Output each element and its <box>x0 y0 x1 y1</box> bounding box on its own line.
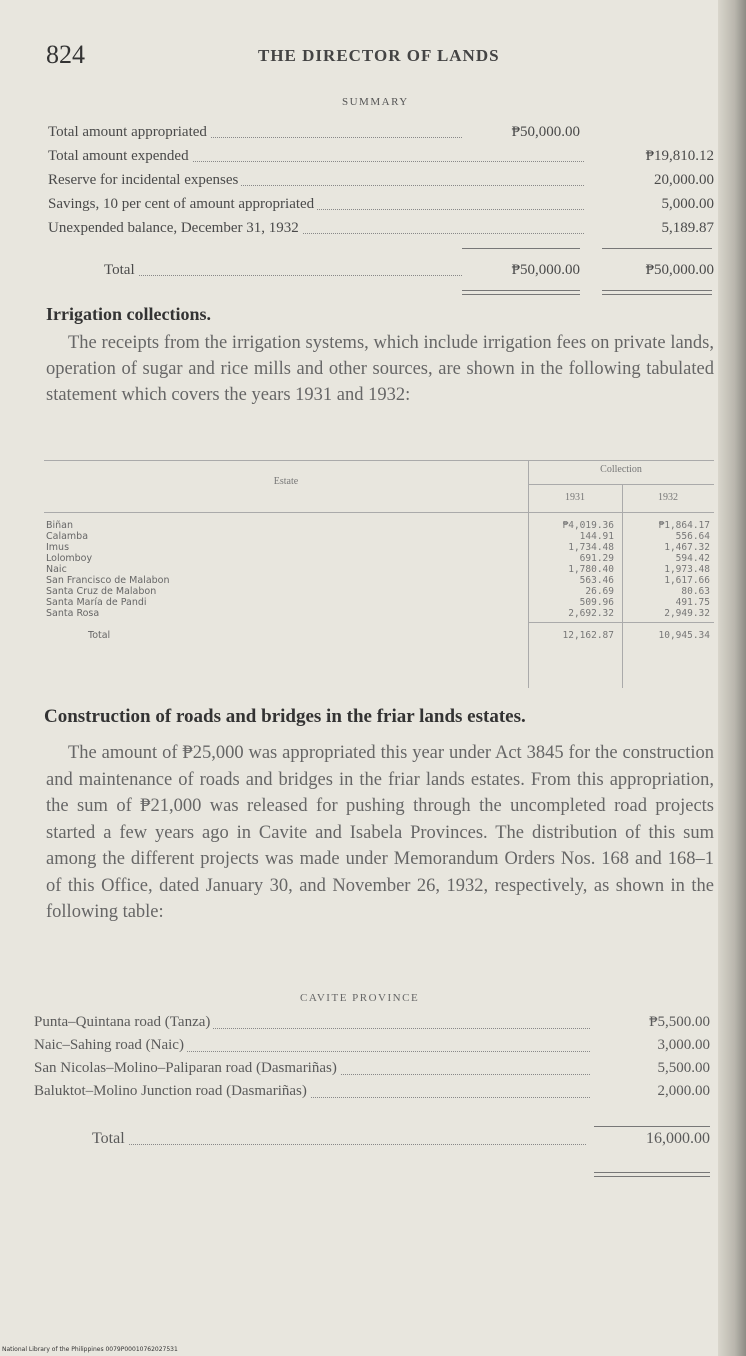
summary-row-col2: ₱19,810.12 <box>645 148 714 164</box>
total-double-rule <box>594 1172 710 1177</box>
summary-row-label: Savings, 10 per cent of amount appropriated <box>48 196 317 213</box>
year-header-1931: 1931 <box>565 492 585 503</box>
road-label: Naic–Sahing road (Naic) <box>34 1037 187 1054</box>
summary-total-col2: ₱50,000.00 <box>645 262 714 278</box>
estate-name: Calamba <box>46 531 89 542</box>
collection-1931: 2,692.32 <box>568 608 614 619</box>
collection-1931: 691.29 <box>579 553 614 564</box>
summary-total-label: Total <box>104 262 138 279</box>
summary-row <box>48 124 714 146</box>
road-label: Punta–Quintana road (Tanza) <box>34 1014 213 1031</box>
collection-1932: 1,467.32 <box>664 542 710 553</box>
summary-row-col2: 20,000.00 <box>654 172 714 188</box>
summary-row-label: Reserve for incidental expenses <box>48 172 241 189</box>
dot-leader <box>92 1144 586 1145</box>
estate-name: Naic <box>46 564 67 575</box>
table-top-rule <box>44 460 714 461</box>
page-edge-shadow <box>718 0 746 1356</box>
road-total-row <box>92 1130 710 1152</box>
collection-1932: 1,617.66 <box>664 575 710 586</box>
collection-1931: 563.46 <box>579 575 614 586</box>
road-label: San Nicolas–Molino–Paliparan road (Dasmariñas) <box>34 1060 340 1077</box>
summary-row-label: Unexpended balance, December 31, 1932 <box>48 220 302 237</box>
table-total-label: Total <box>88 630 111 641</box>
year-header-1932: 1932 <box>658 492 678 503</box>
irrigation-table <box>44 460 714 688</box>
summary-row-col2: 5,000.00 <box>661 196 714 212</box>
collection-1931: 509.96 <box>579 597 614 608</box>
summary-row-label: Total amount expended <box>48 148 192 165</box>
estate-header: Estate <box>273 476 299 487</box>
collection-1932: 594.42 <box>675 553 710 564</box>
summary-row <box>48 196 714 218</box>
page-number: 824 <box>46 40 85 69</box>
running-head: THE DIRECTOR OF LANDS <box>258 46 500 65</box>
subtotal-rule <box>602 248 712 249</box>
collection-1932: 2,949.32 <box>664 608 710 619</box>
road-amount: 3,000.00 <box>657 1037 710 1053</box>
summary-row-col2: 5,189.87 <box>661 220 714 236</box>
estate-name: Biñan <box>46 520 74 531</box>
subtotal-rule <box>462 248 580 249</box>
road-amount: 2,000.00 <box>657 1083 710 1099</box>
total-double-rule <box>462 290 580 295</box>
subtotal-rule <box>528 622 714 623</box>
road-total-label: Total <box>92 1130 128 1148</box>
estate-name: Santa María de Pandi <box>46 597 147 608</box>
collection-1931: ₱4,019.36 <box>562 520 614 531</box>
collection-rule <box>528 484 714 485</box>
road-row <box>34 1014 710 1036</box>
dot-leader <box>104 275 462 276</box>
road-row <box>34 1037 710 1059</box>
construction-heading: Construction of roads and bridges in the friar lands estates. <box>44 706 526 727</box>
collection-1932: 556.64 <box>675 531 710 542</box>
estate-name: Imus <box>46 542 70 553</box>
header-rule <box>44 512 714 513</box>
province-heading: CAVITE PROVINCE <box>300 992 420 1004</box>
estate-name: Santa Rosa <box>46 608 100 619</box>
summary-row <box>48 172 714 194</box>
estate-name: Santa Cruz de Malabon <box>46 586 157 597</box>
summary-total-col1: ₱50,000.00 <box>511 262 580 278</box>
construction-paragraph: The amount of ₱25,000 was appropriated this year under Act 3845 for the construction and maintenance of roads and bridges in the friar lands estates. From this appropriation, the sum of ₱21,000 was released for pushing through the uncompleted road projects started a few years ago in Cavite and Isabela Provinces. The distribution of this sum among the different projects was made under Memorandum Orders Nos. 168 and 168–1 of this Office, dated January 30, and November 26, 1932, respectively, as shown in the following table: <box>46 743 714 922</box>
road-row <box>34 1083 710 1105</box>
estate-name: Lolomboy <box>46 553 93 564</box>
collection-1931: 1,734.48 <box>568 542 614 553</box>
estate-name: San Francisco de Malabon <box>46 575 170 586</box>
irrigation-paragraph: The receipts from the irrigation systems, which include irrigation fees on private lands, operation of sugar and rice mills and other sources, are shown in the following tabulated statement which covers the years 1931 and 1932: <box>46 333 714 405</box>
summary-row-label: Total amount appropriated <box>48 124 210 141</box>
subtotal-rule <box>594 1126 710 1127</box>
summary-heading: SUMMARY <box>342 96 409 108</box>
summary-row <box>48 220 714 242</box>
summary-row <box>48 148 714 170</box>
collection-1931: 26.69 <box>585 586 614 597</box>
collection-1931: 144.91 <box>579 531 614 542</box>
summary-row-col1: ₱50,000.00 <box>511 124 580 140</box>
total-double-rule <box>602 290 712 295</box>
road-amount: ₱5,500.00 <box>649 1014 710 1030</box>
scan-footer: National Library of the Philippines 0079P00010762027531 <box>2 1346 178 1353</box>
collection-1932: 80.63 <box>681 586 710 597</box>
road-row <box>34 1060 710 1082</box>
collection-1931: 1,780.40 <box>568 564 614 575</box>
road-amount: 5,500.00 <box>657 1060 710 1076</box>
collection-1932: 1,973.48 <box>664 564 710 575</box>
collection-1932: ₱1,864.17 <box>658 520 710 531</box>
total-1932: 10,945.34 <box>658 630 710 641</box>
collection-1932: 491.75 <box>675 597 710 608</box>
total-1931: 12,162.87 <box>562 630 614 641</box>
road-label: Baluktot–Molino Junction road (Dasmariñas) <box>34 1083 310 1100</box>
road-total-amount: 16,000.00 <box>646 1130 710 1147</box>
collection-header: Collection <box>600 464 642 475</box>
summary-total-row <box>104 262 714 284</box>
irrigation-heading: Irrigation collections. <box>46 304 211 324</box>
